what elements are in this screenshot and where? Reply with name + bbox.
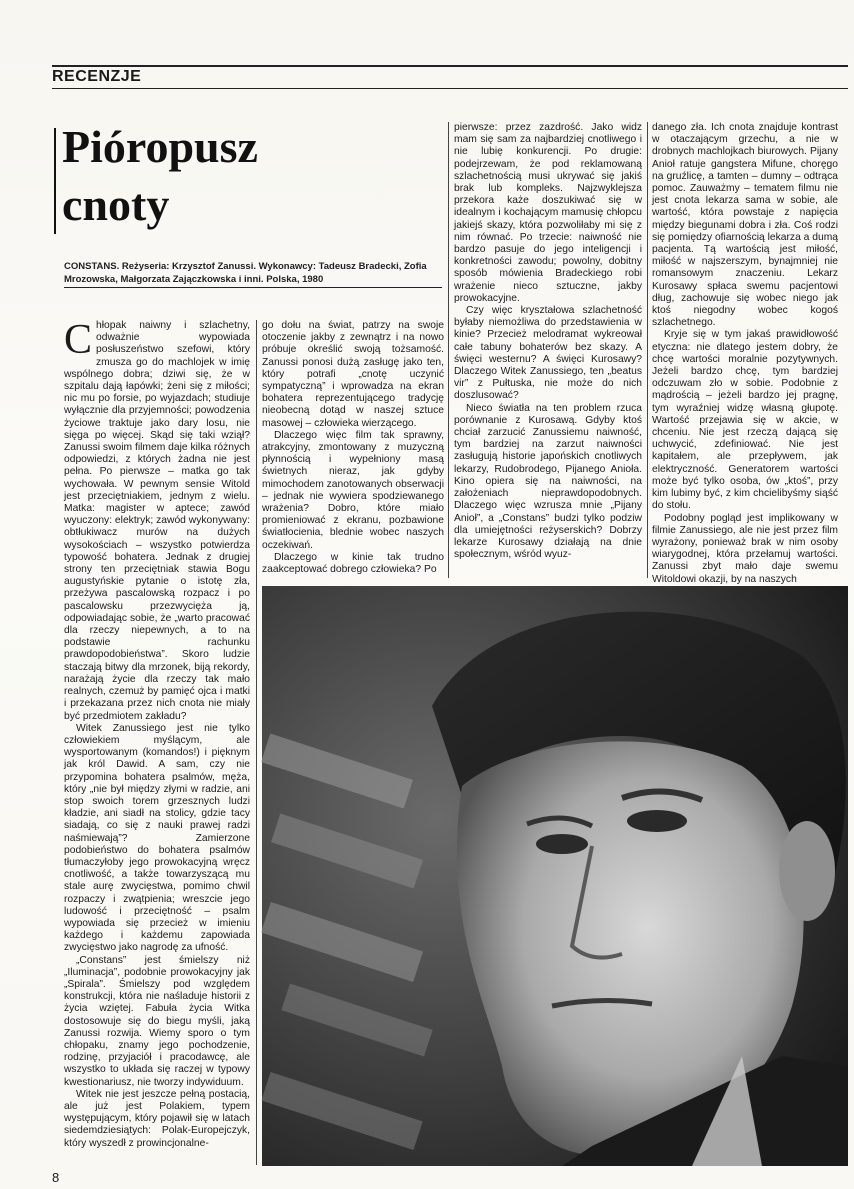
page-number: 8 — [52, 1170, 60, 1185]
column-divider — [647, 122, 648, 578]
text-column-1 — [64, 317, 250, 1160]
paragraph: Dlaczego w kinie tak trudno zaakceptować dobrego człowieka? Po — [262, 551, 444, 576]
paragraph: Kryje się w tym jakaś prawidłowość etyczna: nie dlatego jestem dobry, że chcę wartości moralnie pozytywnych. Jeżeli bardzo chcę, tym bardziej odczuwam zło w sobie. Podobnie z mądrością – jeżeli bardzo jej pragnę, tym wyraźniej widzę własną głupotę. Wartość przejawia się w akcie, w chceniu. Nie jest rzeczą dającą się uchwycić, zdefiniować. Nie jest kapitałem, ale przepływem, jak elektryczność. Generatorem wartości może być tylko osoba, ów „ktoś”, przy kim lubimy być, z kim chcielibyśmy siąść do stołu. — [652, 329, 838, 512]
section-label: RECENZJE — [52, 68, 142, 85]
paragraph: Czy więc kryształowa szlachetność byłaby niemożliwa do przedstawienia w kinie? Przecież melodramat wykreował całe tabuny bohaterów bez skazy. A święci westernu? A święci Kurosawy? Dlaczego Witek Zanussiego, ten „beatus vir” z Pułtuska, nie może do nich doszlusować? — [454, 305, 642, 402]
article-title — [54, 118, 442, 234]
text-column-4 — [652, 122, 839, 585]
text-column-2 — [262, 320, 444, 578]
section-rule — [52, 88, 848, 89]
paragraph: Witek Zanussiego jest nie tylko człowiekiem myślącym, ale wysportowanym (komandos!) i pięknym jak król Dawid. A sam, czy nie przypomina bohatera psalmów, męża, który „nie był między złymi w radzie, ani stop swoich torem grzesznych ludzi kładzie, ani siadł na stolicy, gdzie tacy siadają, co się z nauki prawej radzi naśmiewają”? Zamierzone podobieństwo do bohatera psalmów tłumaczyłoby jego prowokacyjną wręcz cnotliwość, a także towarzyszącą mu stale aurę zwycięstwa, pomimo chwil rozpaczy i zwątpienia; wreszcie jego ludowość i przeciętność – psalm wypowiada się przecież w imieniu każdego i każdemu zapowiada zwycięstwo jako nagrodę za ufność. — [64, 722, 250, 954]
paragraph: hłopak naiwny i szlachetny, odważnie wypowiada posłuszeństwo szefowi, który zmusza go do machlojek w imię wspólnego dobra; dziwi się, że w szpitalu dają łapówki; żeni się z miłości; nic mu po forsie, po wyjazdach; studiuje wyłącznie dla przyjemności; powodzenia życiowe traktuje jako dary losu, nie sięga po więcej. Skąd się taki wziął? Zanussi swoim filmem daje kilka różnych odpowiedzi, z których żadna nie jest pełna. Po pierwsze – matka go tak wychowała. W pewnym sensie Witold jest przeciętniakiem, jednym z wielu. Matka: magister w aptece; zawód wyuczony: elektryk; zawód wykonywany: obtłukiwacz murów na dużych wysokościach – wszystko potwierdza typowość bohatera. Jednak z drugiej strony ten przeciętniak stawia Bogu augustyńskie pytanie o istotę zła, przeżywa pascalowską rozpacz i po pascalowsku przezwycięża ją, odpowiadając sobie, że „warto pracować dla rzeczy niepewnych, a to na podstawie rachunku prawdopodobieństwa”. Skoro ludzie staczają bitwy dla mrzonek, biją rekordy, narażają życie dla rzeczy tak mało realnych, czemuż by pamięć ojca i matki i przekazana przez nich cnota nie miały być przedmiotem zakładu? — [64, 320, 250, 722]
title-line-2: cnoty — [62, 179, 170, 230]
paragraph: go dołu na świat, patrzy na swoje otoczenie jakby z zewnątrz i na nowo próbuje określić swoją tożsamość. Zanussi ponosi dużą zasługę jako ten, który potrafi „cnotę uczynić sympatyczną” i wprowadza na ekran bohatera reprezentującego tradycję nieobecną dotąd w naszej sztuce masowej – człowieka wierzącego. — [262, 320, 444, 429]
paragraph: danego zła. Ich cnota znajduje kontrast w otaczającym grzechu, a nie w drobnych machlojkach biurowych. Pijany Anioł ratuje gangstera Mifune, choręgo na gruźlicę, a tamten – dumny – odtrąca pomoc. Zauważmy – tematem filmu nie jest cnota lekarza sama w sobie, ale wartość, która powstaje z napięcia między biegunami dobra i zła. Coś rodzi się pomiędzy ofiarnością lekarza a dumą pacjenta. Tą wartością jest miłość, miłość w najszerszym, bynajmniej nie romansowym znaczeniu. Lekarz Kurosawy spłaca swemu pacjentowi dług, zachowuje się wobec niego jak ktoś niegodny wobec kogoś szlachetnego. — [652, 122, 839, 329]
column-divider — [256, 320, 257, 1165]
drop-cap: C — [64, 317, 93, 363]
paragraph: „Constans” jest śmielszy niż „Iluminacja”, podobnie prowokacyjny jak „Spirala”. Śmielszy pod względem konstrukcji, która nie naśladuje historii z życia wziętej. Fabuła życia Witka dostosowuje się do biegu myśli, jaką Zanussi rozwija. Wiemy sporo o tym chłopaku, znamy jego pochodzenie, rodzinę, przyjaciół i pracodawcę, ale wszystko to układa się raczej w typowy kwestionariusz, nie tworzy indywiduum. — [64, 954, 250, 1088]
actor-portrait-photo — [262, 586, 848, 1166]
paragraph: Witek nie jest jeszcze pełną postacią, ale już jest Polakiem, typem występującym, który pojawił się w latach siedemdziesiątych: Polak-Europejczyk, który wyszedł z prowincjonalne- — [64, 1088, 250, 1149]
film-credits: CONSTANS. Reżyseria: Krzysztof Zanussi. Wykonawcy: Tadeusz Bradecki, Zofia Mrozowska, Małgorzata Zajączkowska i inni. Polska, 1980 — [64, 261, 427, 285]
title-line-1: Pióropusz — [62, 121, 258, 172]
portrait-illustration — [262, 586, 848, 1166]
paragraph: Dlaczego więc film tak sprawny, atrakcyjny, zmontowany z muzyczną płynnością i wypełniony masą świetnych nieraz, jak gdyby mimochodem zanotowanych obserwacji – jednak nie wywiera spodziewanego wrażenia? Dobro, które miało promieniować z ekranu, pozbawione światłocienia, blednie wobec naszych oczekiwań. — [262, 429, 444, 551]
column-divider — [448, 122, 449, 578]
top-rule — [52, 65, 848, 67]
paragraph: Nieco światła na ten problem rzuca porównanie z Kurosawą. Gdyby ktoś chciał zarzucić Zanussiemu naiwność, tym bardziej na zarzut naiwności zasługują historie japońskich cnotliwych lekarzy, Rudobrodego, Pijanego Anioła. Kino opiera się na naiwności, na założeniach nieprawdopodobnych. Dlaczego więc wzrusza mnie „Pijany Anioł”, a „Constans” budzi tylko podziw dla umiejętności reżyserskich? Dobrzy lekarze Kurosawy działają na dnie społecznym, wśród wyuz- — [454, 402, 642, 561]
paragraph: pierwsze: przez zazdrość. Jako widz mam się sam za najbardziej cnotliwego i nie lubię konkurencji. Po drugie: podejrzewam, że pod reklamowaną szlachetnością musi ukrywać się jakiś brak lub kompleks. Najzwyklejsza przekora każe doszukiwać się w idealnym i kochającym mamusię chłopcu jakiejś skazy, która pozwoliłaby mi się z nim równać. Po trzecie: naiwność nie bardzo pasuje do jego inteligencji i konkretności zawodu; powolny, dobitny sposób mówienia Bradeckiego robi wrażenie nieco sztuczne, jakby prowokacyjne. — [454, 122, 642, 304]
credits-rule — [64, 287, 442, 288]
paragraph: Podobny pogląd jest implikowany w filmie Zanussiego, ale nie jest przez film wyrażony, ponieważ brak w nim osoby wiarygodnej, która przełamuj wartości. Zanussi zbyt mało daje swemu Witoldowi okazji, by na naszych — [652, 512, 838, 585]
text-column-3 — [454, 122, 642, 578]
